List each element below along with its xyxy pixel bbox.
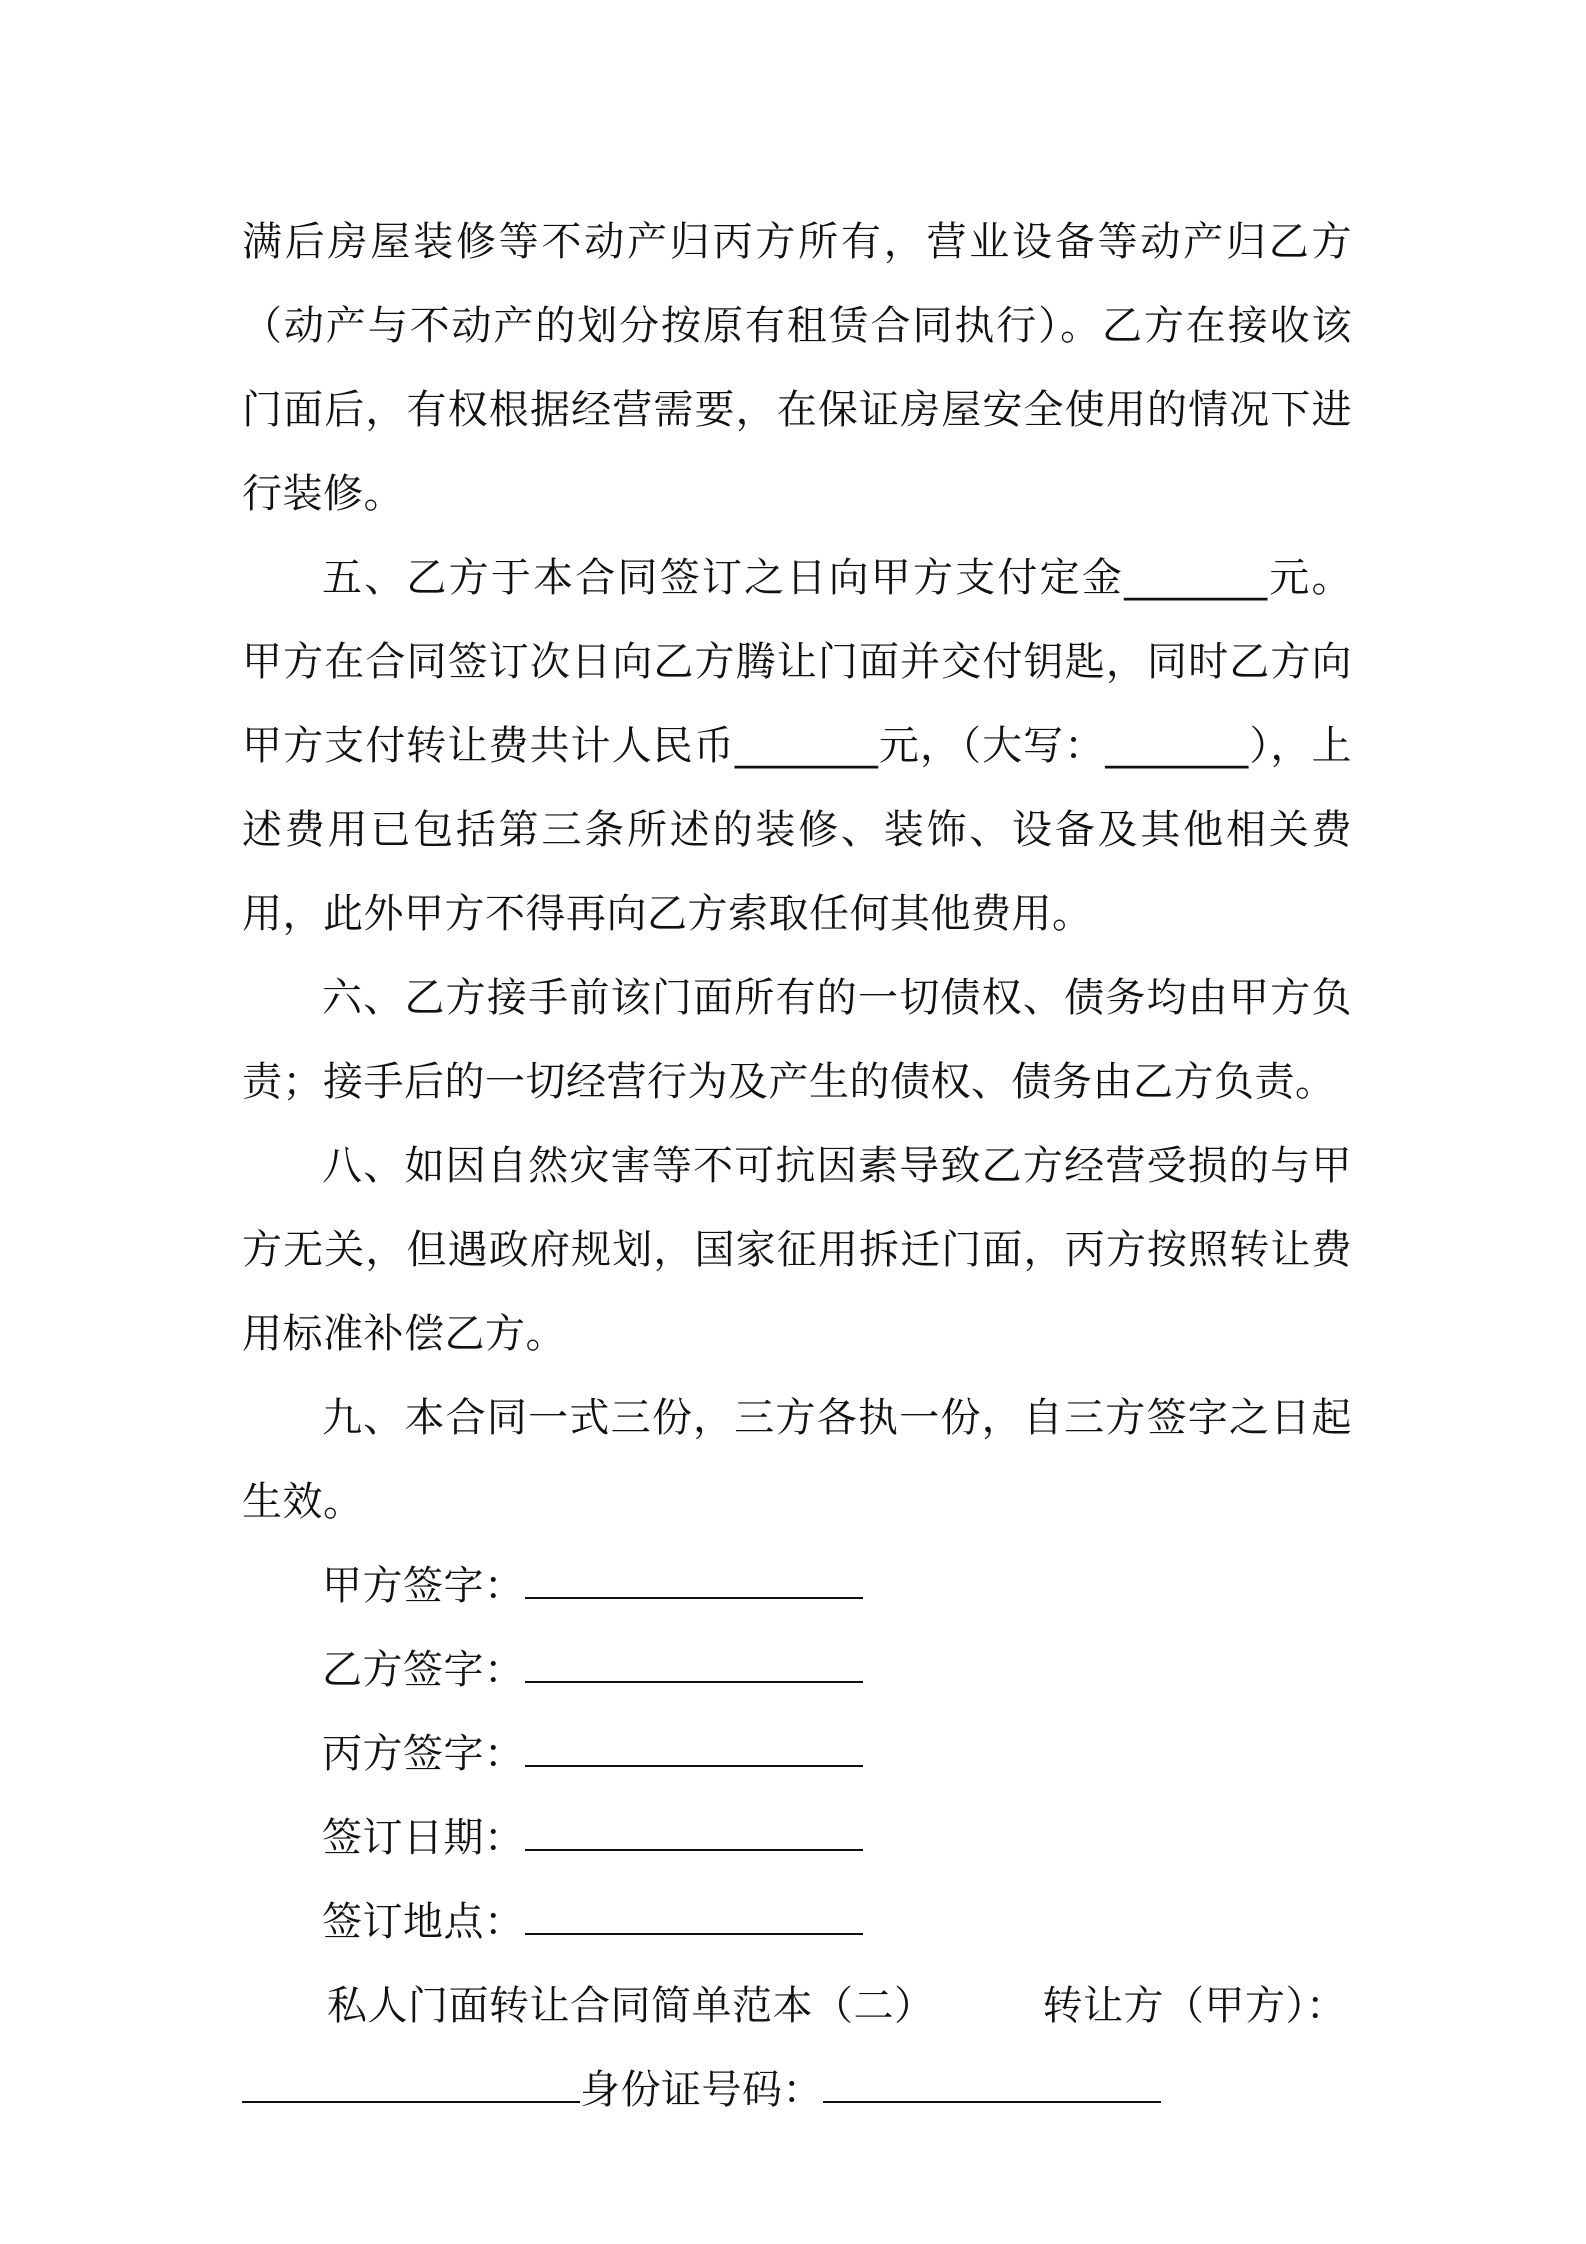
next-contract-heading (242, 1964, 1352, 2048)
signature-line (525, 1819, 863, 1851)
clause-9: 九、本合同一式三份，三方各执一份，自三方签字之日起生效。 (242, 1395, 1352, 1525)
signature-line (525, 1651, 863, 1683)
clause-5: 五、乙方于本合同签订之日向甲方支付定金_______元。甲方在合同签订次日向乙方腾让门面并交付钥匙，同时乙方向甲方支付转让费共计人民币_______元，（大写：_______），上述费用已包括第三条所述的装修、装饰、设备及其他相关费用，此外甲方不得再向乙方索取任何其他费用。 (242, 555, 1352, 937)
id-number-line (823, 2071, 1161, 2103)
signature-party-c (242, 1712, 1352, 1796)
signature-line (525, 1567, 863, 1599)
clause-6: 六、乙方接手前该门面所有的一切债权、债务均由甲方负责；接手后的一切经营行为及产生的债权、债务由乙方负责。 (242, 975, 1352, 1105)
signing-place (242, 1880, 1352, 1964)
signature-party-b (242, 1628, 1352, 1712)
id-number-row (242, 2048, 1352, 2132)
signature-label: 丙方签字： (322, 1731, 525, 1777)
signature-label: 签订日期： (322, 1815, 525, 1861)
paragraph-intro: 满后房屋装修等不动产归丙方所有，营业设备等动产归乙方（动产与不动产的划分按原有租赁合同执行）。乙方在接收该门面后，有权根据经营需要，在保证房屋安全使用的情况下进行装修。 (242, 219, 1352, 517)
id-number-label: 身份证号码： (580, 2067, 823, 2113)
next-contract-title: 私人门面转让合同简单范本（二） (327, 1983, 935, 2029)
contract-body (242, 200, 1352, 2132)
signature-label: 甲方签字： (322, 1563, 525, 1609)
signature-party-a (242, 1544, 1352, 1628)
signing-date (242, 1796, 1352, 1880)
signature-label: 签订地点： (322, 1899, 525, 1945)
transferor-label: 转让方（甲方）： (1042, 1983, 1347, 2029)
signature-line (525, 1903, 863, 1935)
signature-line (525, 1735, 863, 1767)
name-line (242, 2071, 580, 2103)
signature-label: 乙方签字： (322, 1647, 525, 1693)
clause-8: 八、如因自然灾害等不可抗因素导致乙方经营受损的与甲方无关，但遇政府规划，国家征用拆迁门面，丙方按照转让费用标准补偿乙方。 (242, 1143, 1352, 1357)
signature-block (242, 1544, 1352, 1964)
